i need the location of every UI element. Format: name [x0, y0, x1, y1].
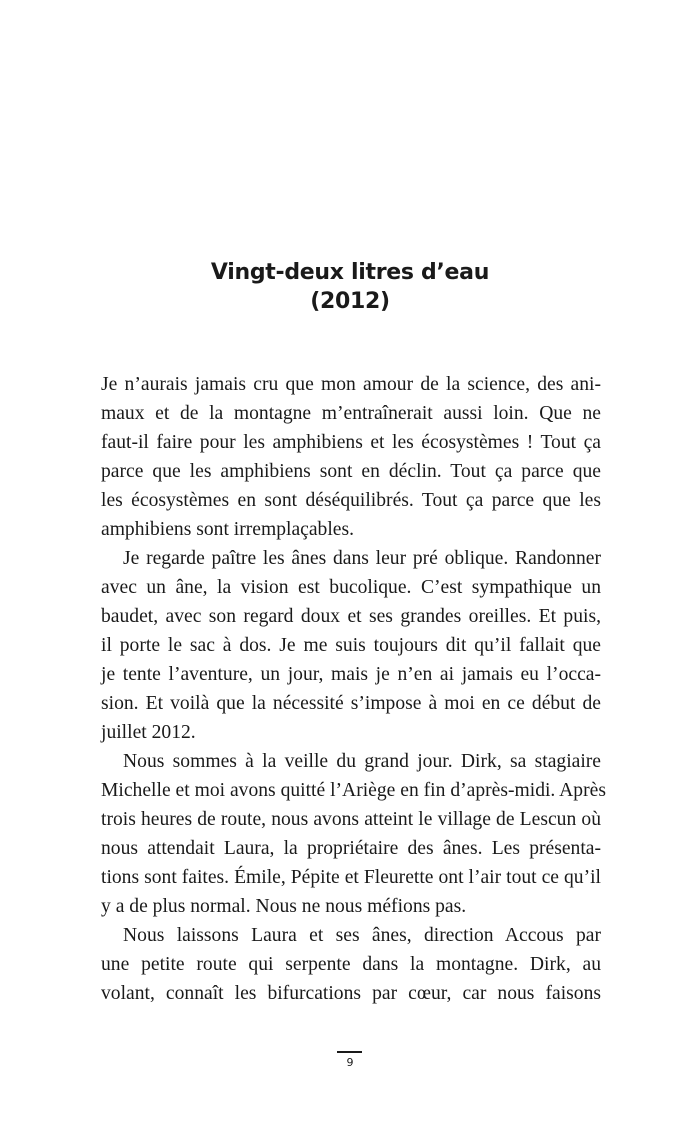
text-line: volant, connaît les bifurcations par cœur, car nous faisons: [101, 983, 601, 1004]
text-line: il porte le sac à dos. Je me suis toujours dit qu’il fallait que: [101, 635, 601, 656]
paragraph-3: [101, 747, 606, 921]
text-line: Nous sommes à la veille du grand jour. Dirk, sa stagiaire: [123, 751, 601, 772]
text-line: avec un âne, la vision est bucolique. C’est sympathique un: [101, 577, 601, 598]
text-line: les écosystèmes en sont déséquilibrés. Tout ça parce que les: [101, 490, 601, 511]
page-number: 9: [346, 1056, 354, 1069]
text-line: Michelle et moi avons quitté l’Ariège en fin d’après-midi. Après: [101, 780, 606, 801]
text-line: maux et de la montagne m’entraînerait aussi loin. Que ne: [101, 403, 601, 424]
chapter-body: [101, 370, 606, 1008]
text-line: faut-il faire pour les amphibiens et les écosystèmes ! Tout ça: [101, 432, 601, 453]
text-line: nous attendait Laura, la propriétaire des ânes. Les présenta-: [101, 838, 601, 859]
text-line: amphibiens sont irremplaçables.: [101, 519, 355, 540]
text-line: Je regarde paître les ânes dans leur pré oblique. Randonner: [123, 548, 601, 569]
text-line: juillet 2012.: [101, 722, 196, 743]
text-line: baudet, avec son regard doux et ses grandes oreilles. Et puis,: [101, 606, 601, 627]
text-line: Nous laissons Laura et ses ânes, direction Accous par: [123, 925, 601, 946]
paragraph-4: [101, 921, 601, 1008]
text-line: sion. Et voilà que la nécessité s’impose à moi en ce début de: [101, 693, 601, 714]
chapter-title-main: Vingt-deux litres d’eau: [210, 260, 490, 285]
text-line: je tente l’aventure, un jour, mais je n’en ai jamais eu l’occa-: [101, 664, 601, 685]
text-line: Je n’aurais jamais cru que mon amour de la science, des ani-: [101, 374, 601, 395]
chapter-title-year: (2012): [310, 289, 390, 314]
page-number-rule: [337, 1051, 362, 1053]
text-line: tions sont faites. Émile, Pépite et Fleurette ont l’air tout ce qu’il: [101, 867, 601, 888]
text-line: parce que les amphibiens sont en déclin. Tout ça parce que: [101, 461, 601, 482]
text-line: trois heures de route, nous avons atteint le village de Lescun où: [101, 809, 601, 830]
text-line: une petite route qui serpente dans la montagne. Dirk, au: [101, 954, 601, 975]
text-line: y a de plus normal. Nous ne nous méfions pas.: [101, 896, 467, 917]
paragraph-1: [101, 370, 601, 544]
paragraph-2: [101, 544, 601, 747]
chapter-title: [0, 258, 700, 316]
